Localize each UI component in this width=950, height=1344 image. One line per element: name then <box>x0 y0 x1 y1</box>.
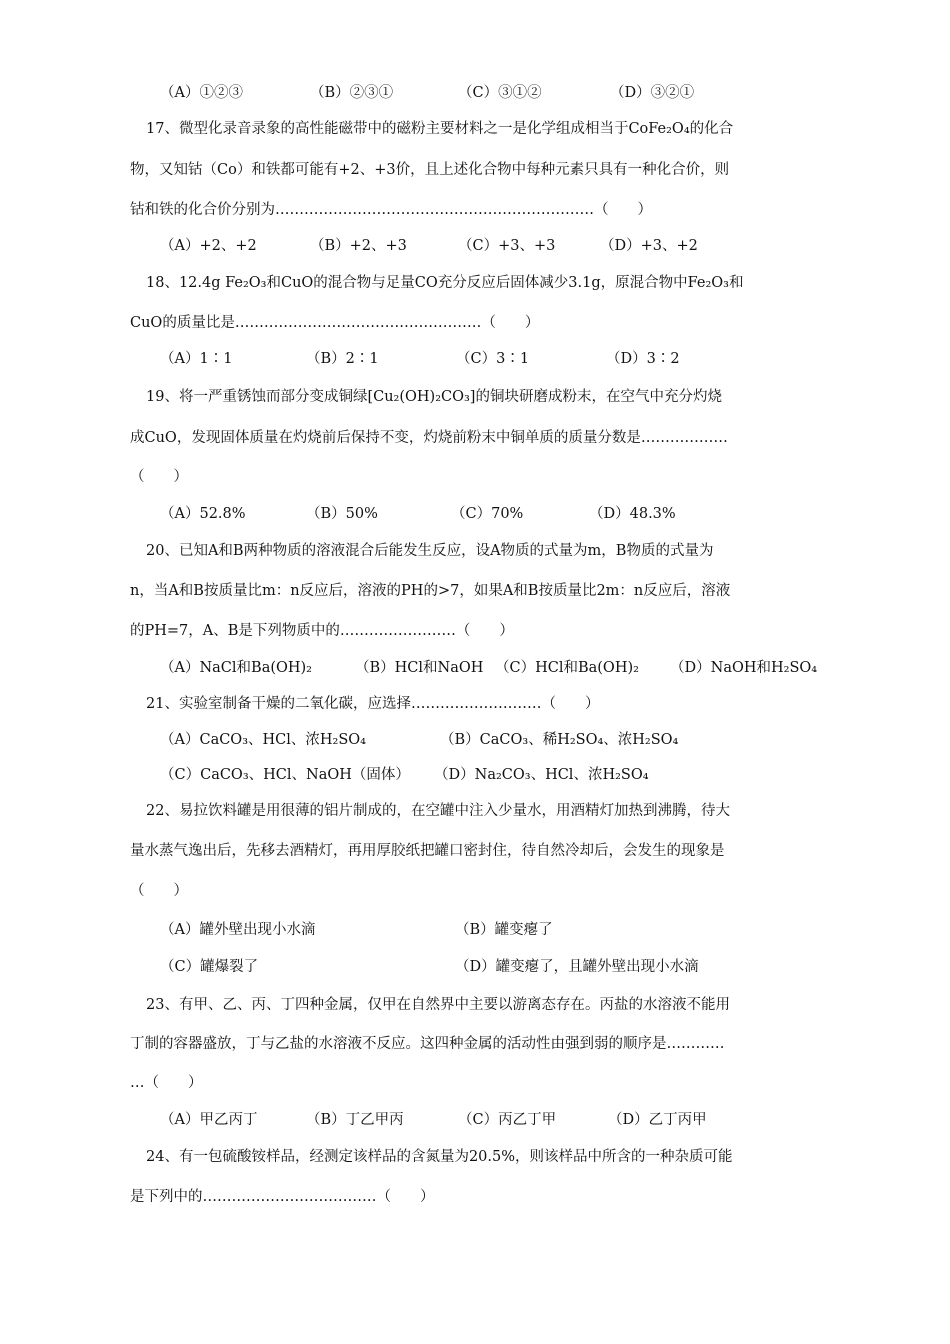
q19-options <box>160 503 676 525</box>
q19-option-d: （D）48.3% <box>589 506 676 522</box>
q23-line-1: 23、有甲、乙、丙、丁四种金属，仅甲在自然界中主要以游离态存在。丙盐的水溶液不能用 <box>146 997 730 1013</box>
q23-option-b: （B）丁乙甲丙 <box>306 1112 404 1128</box>
q16-options <box>160 82 694 104</box>
q17-line-2: 物，又知钴（Co）和铁都可能有+2、+3价，且上述化合物中每种元素只具有一种化合价，则 <box>130 162 730 178</box>
q23-option-d: （D）乙丁丙甲 <box>608 1112 707 1128</box>
q20-line-2: n，当A和B按质量比m：n反应后，溶液的PH的>7，如果A和B按质量比2m：n反应后，溶液 <box>130 583 731 599</box>
q21-option-d: （D）Na₂CO₃、HCl、浓H₂SO₄ <box>434 767 649 783</box>
q22-option-d: （D）罐变瘪了，且罐外壁出现小水滴 <box>455 959 699 975</box>
q20-option-c: （C）HCl和Ba(OH)₂ <box>495 660 639 676</box>
q20-option-a: （A）NaCl和Ba(OH)₂ <box>160 660 312 676</box>
q22-option-a: （A）罐外壁出现小水滴 <box>160 922 316 938</box>
q16-option-c: （C）③①② <box>458 85 542 101</box>
q16-option-b: （B）②③① <box>310 85 394 101</box>
q16-option-d: （D）③②① <box>610 85 695 101</box>
q17-option-c: （C）+3、+3 <box>458 238 556 254</box>
q21-line-1: 21、实验室制备干燥的二氧化碳，应选择………………………（ ） <box>146 696 600 712</box>
q23-option-c: （C）丙乙丁甲 <box>458 1112 557 1128</box>
q19-line-2: 成CuO，发现固体质量在灼烧前后保持不变，灼烧前粉末中铜单质的质量分数是……………… <box>130 430 728 446</box>
q22-line-1: 22、易拉饮料罐是用很薄的铝片制成的，在空罐中注入少量水，用酒精灯加热到沸腾，待大 <box>146 803 730 819</box>
q19-option-b: （B）50% <box>306 506 378 522</box>
q21-option-b: （B）CaCO₃、稀H₂SO₄、浓H₂SO₄ <box>440 732 679 748</box>
q17-line-1: 17、微型化录音录象的高性能磁带中的磁粉主要材料之一是化学组成相当于CoFe₂O₄的化合 <box>146 121 734 137</box>
q18-options <box>160 348 680 370</box>
q24-line-1: 24、有一包硫酸铵样品，经测定该样品的含氮量为20.5%，则该样品中所含的一种杂质可能 <box>146 1149 733 1165</box>
q21-option-a: （A）CaCO₃、HCl、浓H₂SO₄ <box>160 732 366 748</box>
q17-line-3: 钴和铁的化合价分别为…………………………………………………………（ ） <box>130 202 652 218</box>
q19-line-3: （ ） <box>130 469 188 485</box>
q18-option-a: （A）1∶1 <box>160 351 233 367</box>
q23-line-3: …（ ） <box>130 1075 203 1091</box>
q18-option-b: （B）2∶1 <box>306 351 379 367</box>
q23-line-2: 丁制的容器盛放，丁与乙盐的水溶液不反应。这四种金属的活动性由强到弱的顺序是………… <box>130 1036 725 1052</box>
q18-line-2: CuO的质量比是……………………………………………（ ） <box>130 315 540 331</box>
q17-options <box>160 235 698 257</box>
q18-option-d: （D）3∶2 <box>606 351 680 367</box>
q20-line-1: 20、已知A和B两种物质的溶液混合后能发生反应，设A物质的式量为m，B物质的式量为 <box>146 543 714 559</box>
q19-option-c: （C）70% <box>451 506 524 522</box>
q20-options <box>160 657 817 679</box>
q20-line-3: 的PH=7，A、B是下列物质中的……………………（ ） <box>130 623 514 639</box>
q23-option-a: （A）甲乙丙丁 <box>160 1112 258 1128</box>
q18-line-1: 18、12.4g Fe₂O₃和CuO的混合物与足量CO充分反应后固体减少3.1g，原混合物中Fe₂O₃和 <box>146 275 744 291</box>
q20-option-b: （B）HCl和NaOH <box>355 660 484 676</box>
q17-option-a: （A）+2、+2 <box>160 238 257 254</box>
q18-option-c: （C）3∶1 <box>456 351 530 367</box>
q22-option-c: （C）罐爆裂了 <box>160 959 259 975</box>
q22-option-b: （B）罐变瘪了 <box>455 922 553 938</box>
q24-line-2: 是下列中的………………………………（ ） <box>130 1189 435 1205</box>
q17-option-d: （D）+3、+2 <box>600 238 698 254</box>
q17-option-b: （B）+2、+3 <box>310 238 407 254</box>
q22-line-2: 量水蒸气逸出后，先移去酒精灯，再用厚胶纸把罐口密封住，待自然冷却后，会发生的现象是 <box>130 843 725 859</box>
q21-option-c: （C）CaCO₃、HCl、NaOH（固体） <box>160 767 410 783</box>
q19-option-a: （A）52.8% <box>160 506 246 522</box>
q16-option-a: （A）①②③ <box>160 85 243 101</box>
q20-option-d: （D）NaOH和H₂SO₄ <box>670 660 818 676</box>
q19-line-1: 19、将一严重锈蚀而部分变成铜绿[Cu₂(OH)₂CO₃]的铜块研磨成粉末，在空气中充分灼烧 <box>146 389 722 405</box>
q23-options <box>160 1109 707 1131</box>
q22-line-3: （ ） <box>130 883 188 899</box>
